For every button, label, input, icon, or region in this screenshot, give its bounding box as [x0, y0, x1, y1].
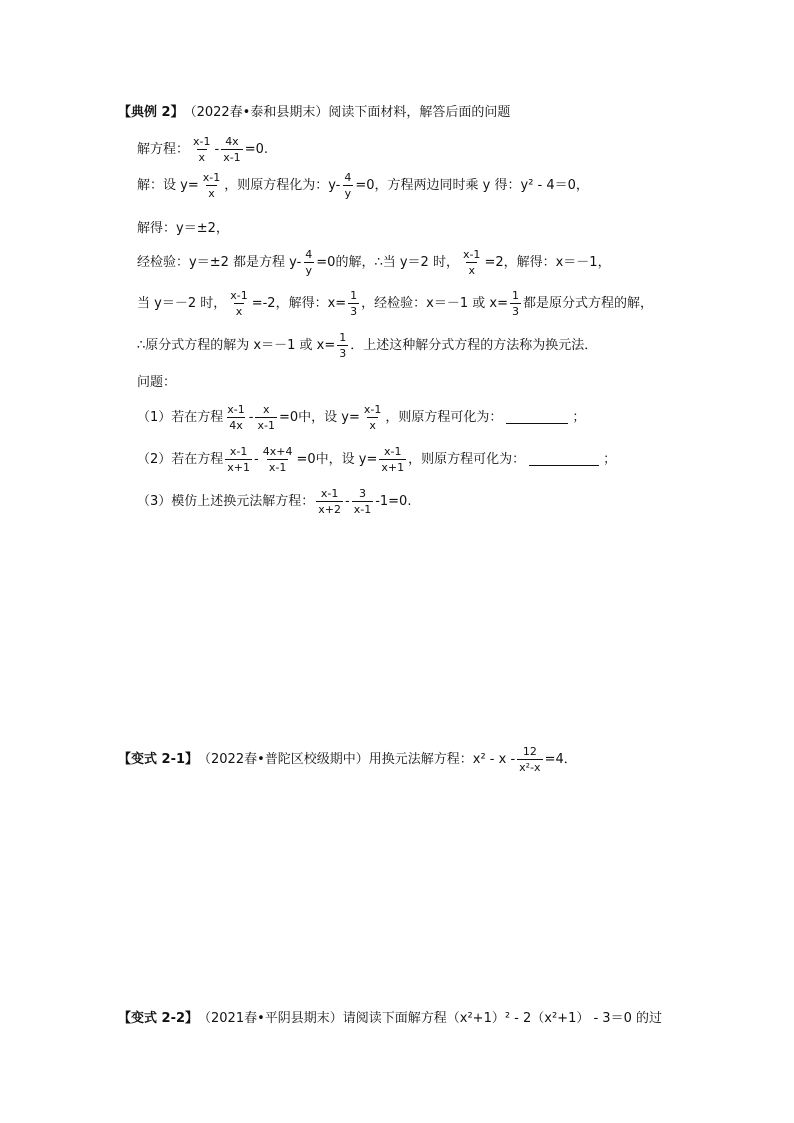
fraction: $\frac{x-1}{x}$ [363, 403, 382, 432]
example-2-line-3: 解得：y＝±2， [137, 221, 229, 236]
fraction: $\frac{4x+4}{x-1}$ [262, 445, 293, 474]
fraction: $\frac{12}{\text{x²-x}}$ [519, 745, 541, 774]
example-2-line-2: 解：设 y= $\frac{x-1}{x}$ ，则原方程化为： y- $\frac{4}{y}$ =0，方程两边同时乘 y 得：y² - 4＝0， [137, 171, 589, 200]
question-label: 问题： [137, 375, 177, 390]
example-2-line-6: ∴原分式方程的解为 x＝－1 或 x= $\frac{1}{3}$ ．上述这种解分式方程的方法称为换元法． [137, 331, 598, 360]
fraction: $\frac{x-1}{x}$ [230, 289, 248, 318]
fraction: $\frac{x-1}{4x}$ [227, 403, 245, 432]
fraction: $\frac{3}{x-1}$ [353, 487, 372, 516]
question-1: （1）若在方程 $\frac{x-1}{4x}$ - $\frac{x}{x-1}$ =0中，设 y= $\frac{x-1}{x}$ ，则原方程可化为： ； [137, 403, 586, 432]
fraction: $\frac{4}{y}$ [344, 171, 352, 200]
fraction: $\frac{x-1}{x}$ [462, 248, 481, 277]
example-2-heading [118, 106, 510, 119]
variant-2-2-title: 【变式 2-2】 [118, 1011, 199, 1026]
fraction: $\frac{1}{3}$ [350, 289, 358, 318]
variant-2-2: 【变式 2-2】 （2021春•平阴县期末）请阅读下面解方程（x²+1）² - 2（x²+1） - 3＝0 的过 [118, 1011, 662, 1026]
fraction: $\frac{x-1}{x+2}$ [318, 487, 342, 516]
question-2: （2）若在方程 $\frac{x-1}{x+1}$ - $\frac{4x+4}{x-1}$ =0中，设 y= $\frac{x-1}{x+1}$ ，则原方程可化为： ； [137, 445, 617, 474]
example-2-title: 【典例 2】 [118, 105, 184, 120]
fraction: $\frac{x-1}{x+1}$ [227, 445, 251, 474]
example-2-source: （2022春•泰和县期末）阅读下面材料，解答后面的问题 [183, 105, 511, 120]
fraction: $\frac{x-1}{x}$ [202, 171, 221, 200]
fraction: $\frac{1}{3}$ [339, 331, 347, 360]
example-2-line-1: 解方程： $\frac{x-1}{x}$ - $\frac{4x}{x-1}$ =0. [137, 135, 268, 164]
fraction: $\frac{x}{x-1}$ [257, 403, 275, 432]
fraction: $\frac{x-1}{x+1}$ [381, 445, 405, 474]
example-2-line-4: 经检验：y＝±2 都是方程 y- $\frac{4}{y}$ =0的解，∴当 y＝2 时， $\frac{x-1}{x}$ =2，解得：x＝－1， [137, 248, 611, 277]
fraction: $\frac{4x}{x-1}$ [223, 135, 241, 164]
question-3: （3）模仿上述换元法解方程： $\frac{x-1}{x+2}$ - $\frac{3}{x-1}$ -1=0. [137, 487, 412, 516]
variant-2-1: 【变式 2-1】 （2022春•普陀区校级期中）用换元法解方程：x² - x - $\frac{12}{\text{x²-x}}$ =4． [118, 745, 577, 774]
variant-2-1-title: 【变式 2-1】 [118, 752, 199, 767]
answer-blank-1[interactable] [506, 411, 568, 424]
fraction: $\frac{1}{3}$ [512, 289, 519, 318]
answer-blank-2[interactable] [529, 453, 599, 466]
fraction: $\frac{4}{y}$ [305, 248, 313, 277]
example-2-line-5: 当 y＝－2 时， $\frac{x-1}{x}$ =-2，解得：x= $\frac{1}{3}$ ，经检验：x＝－1 或 x= $\frac{1}{3}$ 都是原分式方程的解， [137, 289, 654, 318]
fraction: $\frac{x-1}{x}$ [193, 135, 211, 164]
